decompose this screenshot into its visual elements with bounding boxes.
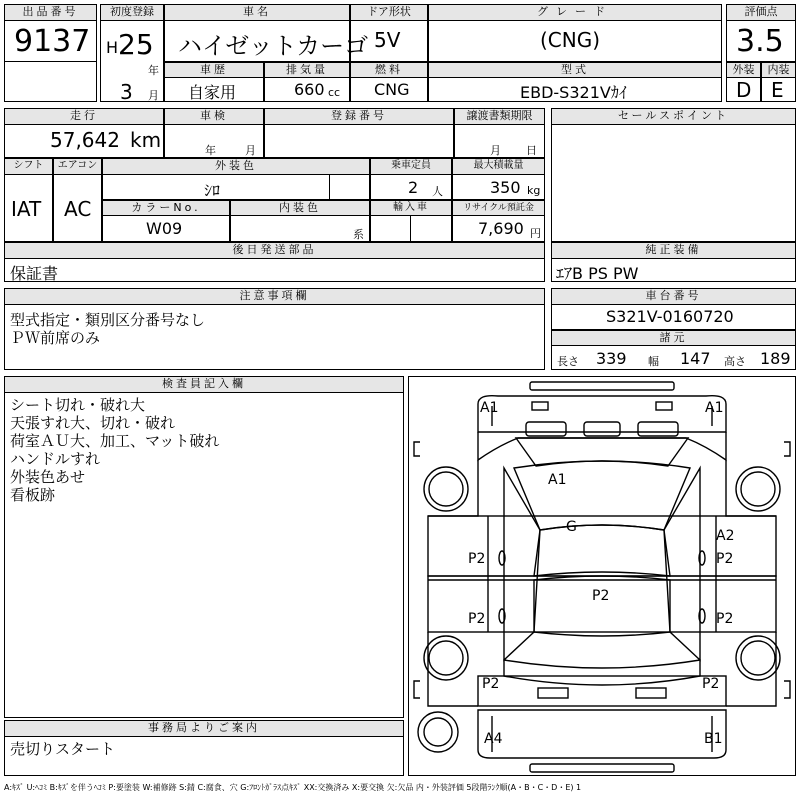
front-end	[478, 396, 726, 432]
fuel-label: 燃料	[350, 62, 428, 78]
score: 3.5	[736, 24, 784, 59]
model-label: 型式	[428, 62, 722, 78]
mark-p2-left-back: P2	[482, 676, 500, 692]
later-parts: 保証書	[10, 264, 59, 283]
capacity-unit: 人	[432, 185, 443, 198]
wheel-front-left	[424, 467, 468, 511]
roof-glass	[514, 461, 690, 530]
model: EBD-S321Vｶｲ	[520, 83, 627, 102]
inspector-line-2: 天張すれ大、切れ・破れ	[10, 414, 176, 432]
shift: IAT	[11, 197, 42, 221]
windshield-top	[516, 438, 688, 466]
door-type: 5V	[374, 28, 401, 52]
mileage-label: 走行	[4, 108, 164, 125]
shift-label: シフト	[4, 158, 53, 175]
history-label: 車歴	[164, 62, 264, 78]
max-load-label: 最大積載量	[452, 158, 545, 175]
chassis-label: 車台番号	[551, 288, 796, 305]
displacement: 660	[294, 80, 325, 99]
mark-p2-right-back: P2	[702, 676, 720, 692]
exhibit-no: 9137	[14, 24, 91, 59]
rear-lamp-left	[538, 688, 568, 698]
office-label: 事務局よりご案内	[4, 720, 404, 737]
score-label: 評価点	[726, 4, 796, 21]
length-label: 長さ	[557, 355, 579, 368]
month-unit: 月	[148, 89, 159, 102]
wheel-rear-left	[424, 636, 468, 680]
spec-label: 諸元	[551, 330, 796, 346]
int-color-cell	[230, 215, 370, 242]
wheel-front-right	[736, 467, 780, 511]
inspector-line-4: ハンドルすれ	[10, 450, 101, 468]
exhibit-no-label: 出品番号	[4, 4, 97, 21]
displacement-unit: cc	[328, 86, 341, 99]
ext-color: ｼﾛ	[204, 181, 221, 200]
transfer-day-unit: 日	[526, 144, 537, 157]
mileage: 57,642	[50, 128, 120, 152]
ext-color-label: 外装色	[102, 158, 370, 175]
int-color-unit: 系	[353, 228, 364, 241]
import-cell-a	[370, 215, 411, 242]
reg-year: 25	[118, 28, 154, 61]
exterior-score: D	[736, 78, 752, 102]
color-no-label: カラーNo.	[102, 200, 230, 216]
door-label: ドア形状	[350, 4, 428, 21]
mark-rear-left: A4	[484, 731, 503, 747]
car-name-label: 車名	[164, 4, 350, 21]
width-label: 幅	[648, 355, 659, 368]
mark-p2-left-rear: P2	[468, 611, 486, 627]
notes-line-1: 型式指定・類別区分番号なし	[10, 311, 206, 329]
length-value: 339	[596, 349, 627, 368]
fuel: CNG	[374, 80, 410, 99]
import-label: 輸入車	[370, 200, 452, 216]
inspection-month-unit: 月	[245, 144, 256, 157]
exhibit-divider	[4, 61, 97, 62]
capacity: 2	[408, 178, 419, 197]
inspector-line-6: 看板跡	[10, 486, 56, 504]
equipment: ｴｱB PS PW	[556, 264, 639, 283]
transfer-label: 譲渡書類期限	[454, 108, 545, 125]
reg-month: 3	[120, 80, 133, 104]
office-text: 売切りスタート	[10, 740, 116, 758]
inspector-line-5: 外装色あせ	[10, 468, 86, 486]
equipment-label: 純正装備	[551, 242, 796, 259]
grade: (CNG)	[540, 28, 601, 52]
sales-point-cell	[551, 124, 796, 242]
reg-no-label: 登録番号	[264, 108, 454, 125]
mark-glass: G	[566, 519, 577, 535]
width-value: 147	[680, 349, 711, 368]
wheel-rear-right	[736, 636, 780, 680]
inspector-line-3: 荷室ＡＵ大、加工、マット破れ	[10, 432, 220, 450]
import-cell-b	[410, 215, 452, 242]
chassis-number: S321V-0160720	[606, 307, 734, 326]
rear-bumper	[478, 710, 726, 758]
mark-roof: A1	[548, 472, 567, 488]
car-diagram	[408, 376, 796, 776]
front-marker-left	[532, 402, 548, 410]
sales-point-label: セールスポイント	[551, 108, 796, 125]
mark-p2-right-rear: P2	[716, 611, 734, 627]
mark-a2: A2	[716, 528, 735, 544]
legend: A:ｷｽﾞ U:ﾍｺﾐ B:ｷｽﾞを伴うﾍｺﾐ P:要塗装 W:補修跡 S:錆 C:腐食、穴 G:ﾌﾛﾝﾄｶﾞﾗｽ点ｷｽﾞ XX:交換済み X:要交換 欠:欠品 内・外装評価 5段階ﾗﾝｸ順(A・B・C・D・E) 1	[4, 783, 582, 792]
ac: AC	[64, 197, 92, 221]
ac-label: エアコン	[53, 158, 102, 175]
side-right-panel	[664, 468, 700, 660]
notes-label: 注意事項欄	[4, 288, 545, 305]
grade-label: グレード	[428, 4, 722, 21]
inspector-label: 検査員記入欄	[4, 376, 404, 393]
capacity-label: 乗車定員	[370, 158, 452, 175]
exterior-label: 外装	[726, 62, 761, 78]
mark-p2-left-front: P2	[468, 551, 486, 567]
notes-line-2: ＰＷ前席のみ	[10, 329, 101, 347]
reg-no-cell	[264, 124, 454, 158]
interior-label: 内装	[761, 62, 796, 78]
height-value: 189	[760, 349, 791, 368]
later-parts-label: 後日発送部品	[4, 242, 545, 259]
floor-rear	[534, 576, 670, 636]
recycle-unit: 円	[530, 227, 541, 240]
rear-body	[478, 676, 726, 706]
mark-p2-center: P2	[592, 588, 610, 604]
front-bumper	[530, 382, 674, 390]
history: 自家用	[188, 83, 237, 102]
recycle-fee: 7,690	[478, 219, 524, 238]
era: H	[106, 38, 119, 57]
recycle-label: リサイクル預託金	[452, 200, 545, 216]
floor-front	[534, 525, 670, 576]
max-load: 350	[490, 178, 521, 197]
inspector-line-1: シート切れ・破れ大	[10, 396, 146, 414]
year-unit: 年	[148, 64, 159, 77]
transfer-month-unit: 月	[490, 144, 501, 157]
interior-score: E	[771, 78, 784, 102]
side-left-panel	[504, 468, 540, 660]
displacement-label: 排気量	[264, 62, 350, 78]
inspection-label: 車検	[164, 108, 264, 125]
mark-front-right: A1	[705, 400, 724, 416]
later-parts-cell	[4, 258, 545, 282]
mileage-unit: km	[130, 128, 162, 152]
ext-color-extra-cell	[329, 174, 370, 200]
mark-rear-right: B1	[704, 731, 723, 747]
rear-window	[504, 660, 700, 685]
first-reg-label: 初度登録	[100, 4, 164, 21]
int-color-label: 内装色	[230, 200, 370, 216]
color-no: W09	[146, 219, 183, 238]
mark-front-left: A1	[480, 400, 499, 416]
front-marker-right	[656, 402, 672, 410]
rear-lamp-right	[636, 688, 666, 698]
car-name: ハイゼットカーゴ	[178, 32, 369, 60]
max-load-unit: kg	[527, 184, 541, 197]
height-label: 高さ	[724, 355, 746, 368]
mark-p2-right-front: P2	[716, 551, 734, 567]
inspection-year-unit: 年	[205, 144, 216, 157]
